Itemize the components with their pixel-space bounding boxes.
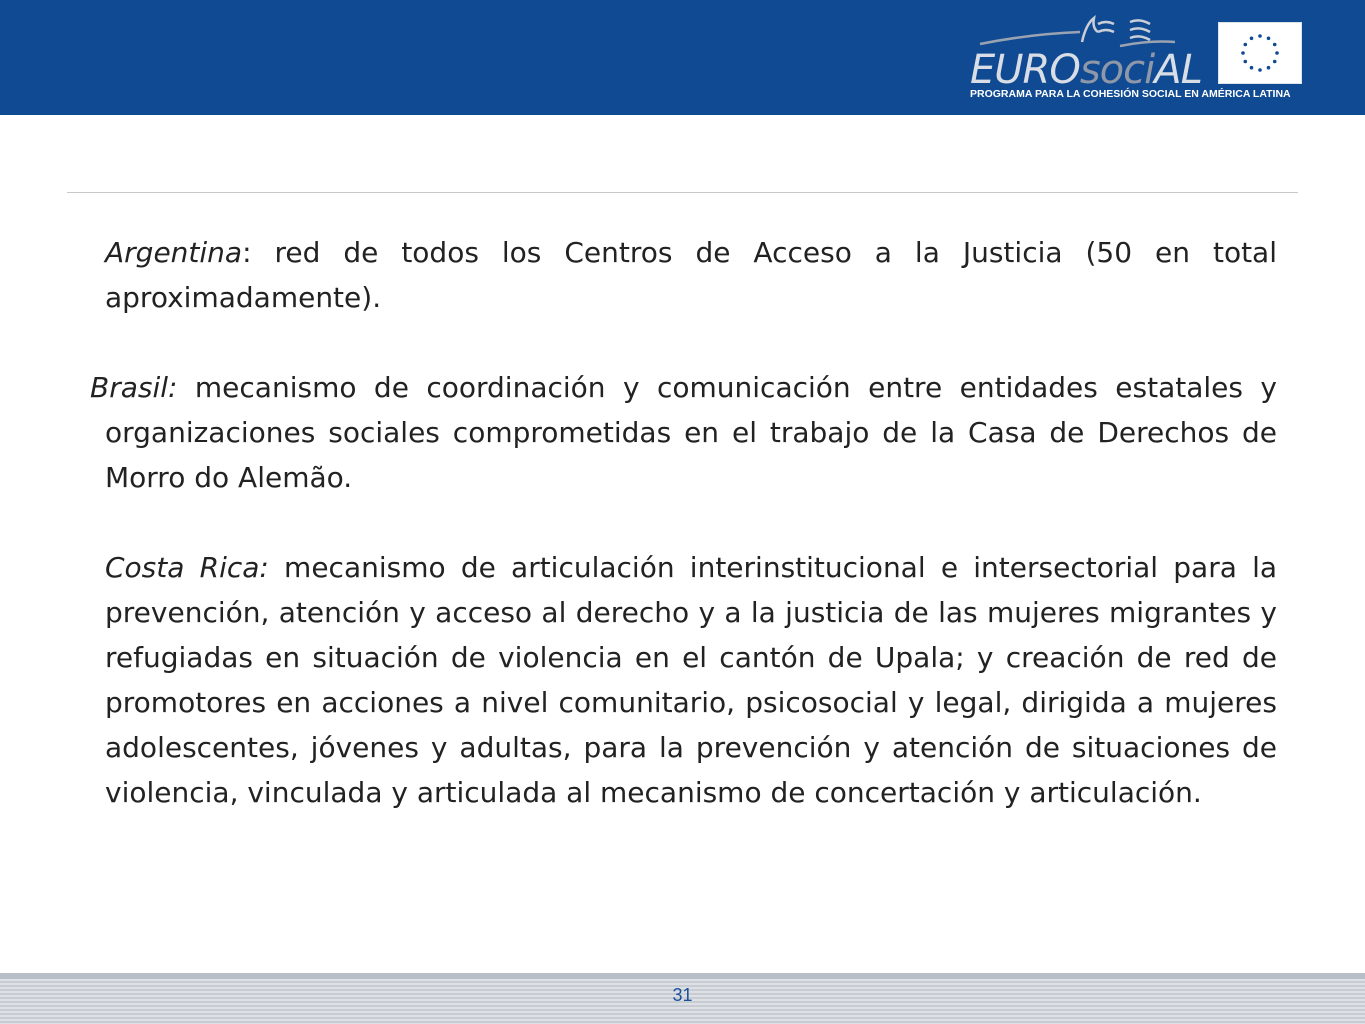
header-band [0, 0, 1365, 115]
paragraph-argentina [90, 230, 1277, 320]
logo-swoosh-icon [970, 12, 1180, 52]
eurosocial-logo [960, 8, 1305, 108]
logo-tagline: PROGRAMA PARA LA COHESIÓN SOCIAL EN AMÉRICA LATINA [970, 88, 1291, 100]
eu-stars-icon [1219, 23, 1301, 83]
body-text [90, 230, 1277, 815]
country-label: Costa Rica: [105, 551, 269, 584]
paragraph-brasil [90, 365, 1277, 500]
logo-wordmark [970, 48, 1202, 92]
country-label: Argentina [105, 236, 243, 269]
country-label: Brasil: [90, 371, 178, 404]
logo-word-upper: EURO [970, 47, 1080, 93]
eu-flag-icon [1218, 22, 1302, 84]
paragraph-costa-rica [90, 545, 1277, 815]
logo-word-end: AL [1154, 47, 1202, 93]
paragraph-text: mecanismo de coordinación y comunicación entre entidades estatales y organizaciones sociales comprometidas en el trabajo de la Casa de Derechos de Morro do Alemão. [105, 371, 1277, 494]
header-divider [67, 192, 1298, 193]
paragraph-text: : red de todos los Centros de Acceso a la Justicia (50 en total aproximadamente). [105, 236, 1277, 314]
paragraph-text: mecanismo de articulación interinstitucional e intersectorial para la prevención, atención y acceso al derecho y a la justicia de las mujeres migrantes y refugiadas en situación de violencia en el cantón de Upala; y creación de red de promotores en acciones a nivel comunitario, psicosocial y legal, dirigida a mujeres adolescentes, jóvenes y adultas, para la prevención y atención de situaciones de violencia, vinculada y articulada al mecanismo de concertación y articulación. [105, 551, 1278, 809]
page-number: 31 [672, 985, 693, 1005]
logo-word-lower: soci [1079, 47, 1155, 93]
